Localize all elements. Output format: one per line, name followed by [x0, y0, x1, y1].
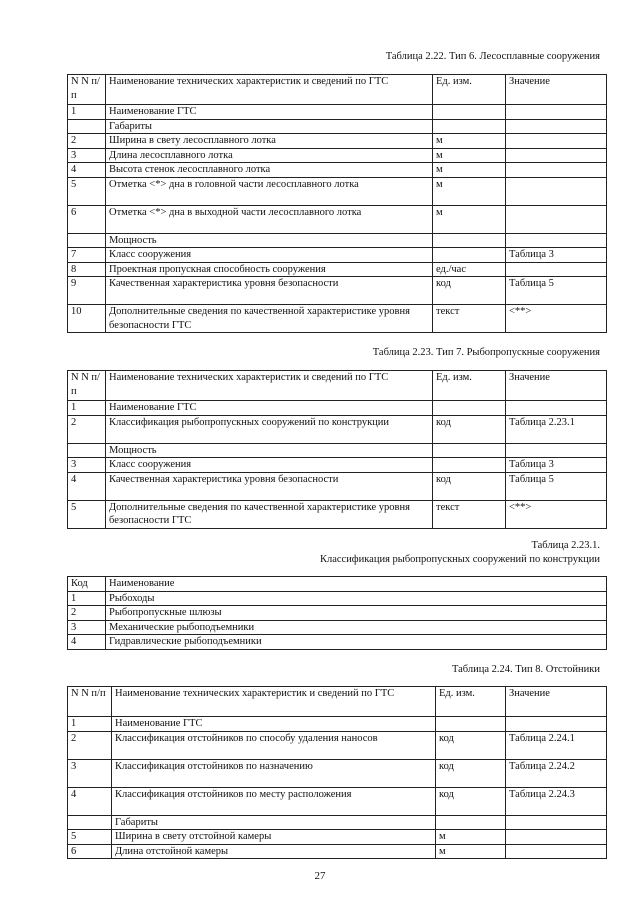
table-cell — [433, 119, 506, 134]
table-cell: 2 — [68, 606, 106, 621]
table-caption: Таблица 2.24. Тип 8. Отстойники — [451, 664, 600, 675]
table-cell: Таблица 2.24.3 — [506, 787, 607, 815]
table-cell: м — [433, 148, 506, 163]
table-cell: м — [436, 830, 506, 845]
table-cell: код — [436, 731, 506, 759]
table-cell: Таблица 2.23.1 — [506, 415, 607, 443]
table-cell: Классификация отстойников по месту расположения — [112, 787, 436, 815]
table-cell — [433, 458, 506, 473]
table-cell — [433, 248, 506, 263]
table-header-cell: Значение — [506, 75, 607, 105]
table-cell: 6 — [68, 205, 106, 233]
table-header-cell: Код — [68, 577, 106, 592]
page-number: 27 — [314, 870, 326, 882]
table-header-row — [68, 577, 607, 592]
table-row — [68, 635, 607, 650]
table-row — [68, 500, 607, 528]
table-header-cell: Наименование технических характеристик и сведений по ГТС — [106, 371, 433, 401]
table-cell — [506, 717, 607, 732]
table-header-cell: Значение — [506, 371, 607, 401]
table-cell — [68, 119, 106, 134]
table-header-cell: Наименование — [106, 577, 607, 592]
table-cell: Габариты — [112, 815, 436, 830]
table-header-row — [68, 75, 607, 105]
table-row — [68, 731, 607, 759]
table-cell: Рыбоходы — [106, 591, 607, 606]
table-cell: код — [436, 759, 506, 787]
table-header-cell: Значение — [506, 687, 607, 717]
table-header-cell: N N п/п — [68, 75, 106, 105]
table-cell: 1 — [68, 401, 106, 416]
table-cell — [68, 443, 106, 458]
table-row — [68, 233, 607, 248]
table-row — [68, 163, 607, 178]
table-row — [68, 148, 607, 163]
table-cell: Отметка <*> дна в головной части лесосплавного лотка — [106, 177, 433, 205]
table-cell: 4 — [68, 163, 106, 178]
table-row — [68, 305, 607, 333]
table-cell — [506, 844, 607, 859]
table-header-cell: Ед. изм. — [433, 75, 506, 105]
table-cell — [506, 401, 607, 416]
table-row — [68, 815, 607, 830]
table-cell — [68, 815, 112, 830]
table-header-cell: Ед. изм. — [436, 687, 506, 717]
table-cell: Механические рыбоподъемники — [106, 620, 607, 635]
table-row — [68, 591, 607, 606]
table-cell — [433, 401, 506, 416]
table-row — [68, 401, 607, 416]
table-cell — [436, 717, 506, 732]
table-cell: Классификация отстойников по назначению — [112, 759, 436, 787]
table-cell: код — [433, 277, 506, 305]
table-cell: Проектная пропускная способность сооружения — [106, 262, 433, 277]
table-row — [68, 415, 607, 443]
table-cell: 1 — [68, 717, 112, 732]
table-row — [68, 177, 607, 205]
table-cell: Классификация рыбопропускных сооружений по конструкции — [106, 415, 433, 443]
table-cell: Таблица 5 — [506, 472, 607, 500]
table-cell — [506, 119, 607, 134]
data-table — [67, 686, 607, 859]
data-table — [67, 370, 607, 529]
table-cell: 2 — [68, 134, 106, 149]
table-cell: 9 — [68, 277, 106, 305]
table-cell — [506, 177, 607, 205]
table-header-cell: Ед. изм. — [433, 371, 506, 401]
table-cell: ед./час — [433, 262, 506, 277]
table-cell: Гидравлические рыбоподъемники — [106, 635, 607, 650]
table-cell: Наименование ГТС — [106, 105, 433, 120]
table-cell — [506, 134, 607, 149]
table-row — [68, 119, 607, 134]
table-caption: Таблица 2.22. Тип 6. Лесосплавные сооружения — [385, 51, 600, 62]
table-cell: 3 — [68, 759, 112, 787]
table-cell: Таблица 3 — [506, 458, 607, 473]
table-cell — [433, 105, 506, 120]
table-cell: Мощность — [106, 443, 433, 458]
table-cell: Наименование ГТС — [106, 401, 433, 416]
data-table — [67, 576, 607, 650]
table-row — [68, 472, 607, 500]
table-row — [68, 458, 607, 473]
table-cell: текст — [433, 500, 506, 528]
table-row — [68, 759, 607, 787]
table-cell: м — [433, 205, 506, 233]
table-cell — [506, 205, 607, 233]
table-cell: м — [433, 134, 506, 149]
table-caption: Таблица 2.23.1. — [531, 540, 600, 551]
table-row — [68, 844, 607, 859]
table-cell — [433, 443, 506, 458]
table-cell: 3 — [68, 620, 106, 635]
table-header-cell: N N п/п — [68, 371, 106, 401]
table-row — [68, 717, 607, 732]
table-cell — [436, 815, 506, 830]
table-cell — [506, 815, 607, 830]
table-cell — [506, 830, 607, 845]
table-cell — [433, 233, 506, 248]
table-cell: Качественная характеристика уровня безопасности — [106, 277, 433, 305]
table-cell: Дополнительные сведения по качественной характеристике уровня безопасности ГТС — [106, 500, 433, 528]
table-cell: 6 — [68, 844, 112, 859]
table-row — [68, 205, 607, 233]
table-cell — [506, 233, 607, 248]
table-cell: Качественная характеристика уровня безопасности — [106, 472, 433, 500]
table-cell: текст — [433, 305, 506, 333]
table-header-cell: Наименование технических характеристик и сведений по ГТС — [112, 687, 436, 717]
table-cell: Ширина в свету лесосплавного лотка — [106, 134, 433, 149]
table-header-row — [68, 371, 607, 401]
table-cell: м — [433, 177, 506, 205]
table-cell: 3 — [68, 458, 106, 473]
table-cell: код — [433, 472, 506, 500]
table-caption: Таблица 2.23. Тип 7. Рыбопропускные сооружения — [372, 347, 600, 358]
table-row — [68, 830, 607, 845]
table-row — [68, 620, 607, 635]
table-cell: код — [433, 415, 506, 443]
table-cell: Ширина в свету отстойной камеры — [112, 830, 436, 845]
table-cell: Класс сооружения — [106, 248, 433, 263]
table-cell — [506, 262, 607, 277]
table-cell: 3 — [68, 148, 106, 163]
table-cell — [506, 163, 607, 178]
table-header-row — [68, 687, 607, 717]
table-cell: 4 — [68, 635, 106, 650]
table-cell: Рыбопропускные шлюзы — [106, 606, 607, 621]
table-cell: <**> — [506, 305, 607, 333]
table-cell: Таблица 2.24.2 — [506, 759, 607, 787]
table-cell: 1 — [68, 105, 106, 120]
table-cell — [68, 233, 106, 248]
table-cell: 2 — [68, 415, 106, 443]
table-cell: Класс сооружения — [106, 458, 433, 473]
table-cell: 5 — [68, 830, 112, 845]
table-cell: м — [436, 844, 506, 859]
table-cell: 5 — [68, 500, 106, 528]
table-cell: Длина отстойной камеры — [112, 844, 436, 859]
table-row — [68, 248, 607, 263]
table-cell: 7 — [68, 248, 106, 263]
table-cell: 10 — [68, 305, 106, 333]
table-cell: Таблица 2.24.1 — [506, 731, 607, 759]
table-cell: 1 — [68, 591, 106, 606]
table-cell: Габариты — [106, 119, 433, 134]
table-row — [68, 606, 607, 621]
table-cell: 4 — [68, 787, 112, 815]
table-cell: 2 — [68, 731, 112, 759]
data-table — [67, 74, 607, 333]
table-cell: код — [436, 787, 506, 815]
table-cell: Мощность — [106, 233, 433, 248]
table-cell: м — [433, 163, 506, 178]
table-cell: Длина лесосплавного лотка — [106, 148, 433, 163]
table-cell: 5 — [68, 177, 106, 205]
table-row — [68, 443, 607, 458]
table-cell — [506, 443, 607, 458]
table-cell: Отметка <*> дна в выходной части лесосплавного лотка — [106, 205, 433, 233]
table-row — [68, 277, 607, 305]
table-cell: Таблица 3 — [506, 248, 607, 263]
table-cell: Таблица 5 — [506, 277, 607, 305]
table-header-cell: Наименование технических характеристик и сведений по ГТС — [106, 75, 433, 105]
table-cell: Дополнительные сведения по качественной характеристике уровня безопасности ГТС — [106, 305, 433, 333]
table-cell — [506, 105, 607, 120]
table-cell: Классификация отстойников по способу удаления наносов — [112, 731, 436, 759]
table-row — [68, 262, 607, 277]
table-cell: 8 — [68, 262, 106, 277]
table-cell: <**> — [506, 500, 607, 528]
table-caption: Классификация рыбопропускных сооружений по конструкции — [319, 554, 600, 565]
table-header-cell: N N п/п — [68, 687, 112, 717]
table-row — [68, 134, 607, 149]
table-cell — [506, 148, 607, 163]
table-row — [68, 787, 607, 815]
table-row — [68, 105, 607, 120]
table-cell: Наименование ГТС — [112, 717, 436, 732]
table-cell: 4 — [68, 472, 106, 500]
table-cell: Высота стенок лесосплавного лотка — [106, 163, 433, 178]
